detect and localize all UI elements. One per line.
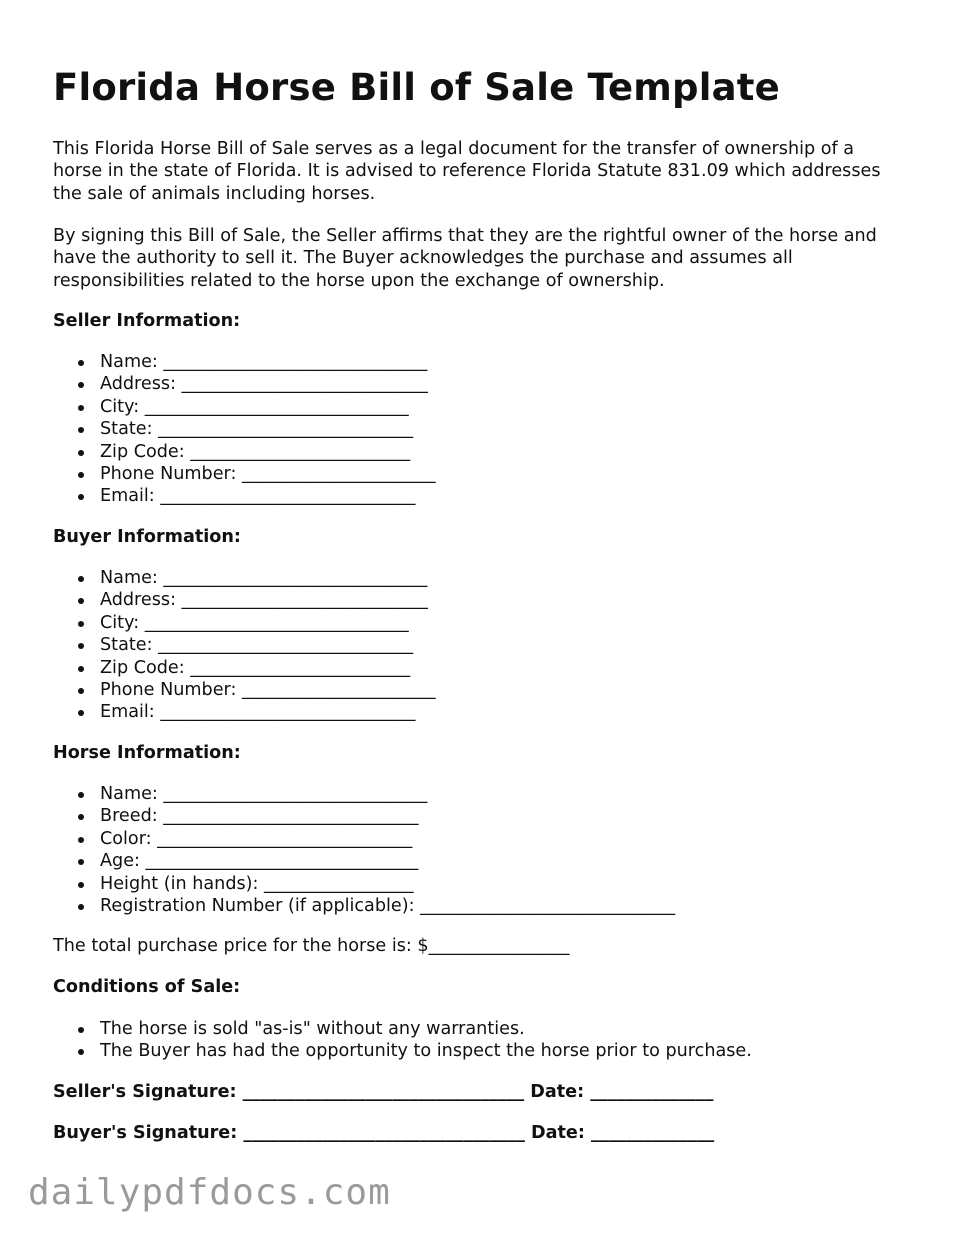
conditions-list	[53, 1018, 752, 1063]
seller-fields	[53, 351, 436, 508]
buyer-signature-line: Buyer's Signature: ________________________________ Date: ______________	[53, 1123, 715, 1143]
watermark: dailypdfdocs.com	[28, 1172, 391, 1213]
intro-paragraph-2: By signing this Bill of Sale, the Seller affirms that they are the rightful owner of the horse and have the authority to sell it. The Buyer acknowledges the purchase and assumes all responsibilities related to the horse upon the exchange of ownership.	[53, 226, 877, 291]
horse-age-field: Age: _______________________________	[100, 850, 675, 872]
buyer-state-field: State: _____________________________	[100, 634, 436, 656]
purchase-price-line: The total purchase price for the horse is: $________________	[53, 936, 570, 956]
condition-item: The horse is sold "as-is" without any warranties.	[100, 1018, 752, 1040]
seller-heading: Seller Information:	[53, 311, 241, 331]
conditions-heading: Conditions of Sale:	[53, 977, 241, 997]
seller-address-field: Address: ____________________________	[100, 373, 436, 395]
horse-height-field: Height (in hands): _________________	[100, 873, 675, 895]
buyer-heading: Buyer Information:	[53, 527, 241, 547]
page-title: Florida Horse Bill of Sale Template	[53, 66, 780, 109]
seller-state-field: State: _____________________________	[100, 418, 436, 440]
seller-signature-line: Seller's Signature: ________________________________ Date: ______________	[53, 1082, 714, 1102]
buyer-phone-field: Phone Number: ______________________	[100, 680, 436, 701]
buyer-city-field: City: ______________________________	[100, 612, 436, 634]
horse-color-field: Color: _____________________________	[100, 828, 675, 850]
horse-heading: Horse Information:	[53, 743, 241, 763]
intro-paragraph-1: This Florida Horse Bill of Sale serves as a legal document for the transfer of ownership of a horse in the state of Florida. It is advised to reference Florida Statute 831.09 which addresses the sale of animals including horses.	[53, 139, 881, 204]
seller-email-field: Email: _____________________________	[100, 485, 436, 507]
seller-zip-field: Zip Code: _________________________	[100, 441, 436, 463]
buyer-address-field: Address: ____________________________	[100, 589, 436, 611]
buyer-zip-field: Zip Code: _________________________	[100, 657, 436, 679]
seller-phone-field: Phone Number: ______________________	[100, 464, 436, 485]
buyer-fields	[53, 567, 436, 724]
horse-breed-field: Breed: _____________________________	[100, 805, 675, 827]
horse-registration-field: Registration Number (if applicable): _____________________________	[100, 896, 676, 917]
horse-name-field: Name: ______________________________	[100, 783, 675, 805]
buyer-name-field: Name: ______________________________	[100, 567, 436, 589]
horse-fields	[53, 783, 675, 917]
buyer-email-field: Email: _____________________________	[100, 701, 436, 723]
condition-item: The Buyer has had the opportunity to inspect the horse prior to purchase.	[100, 1041, 752, 1062]
seller-name-field: Name: ______________________________	[100, 351, 436, 373]
seller-city-field: City: ______________________________	[100, 396, 436, 418]
